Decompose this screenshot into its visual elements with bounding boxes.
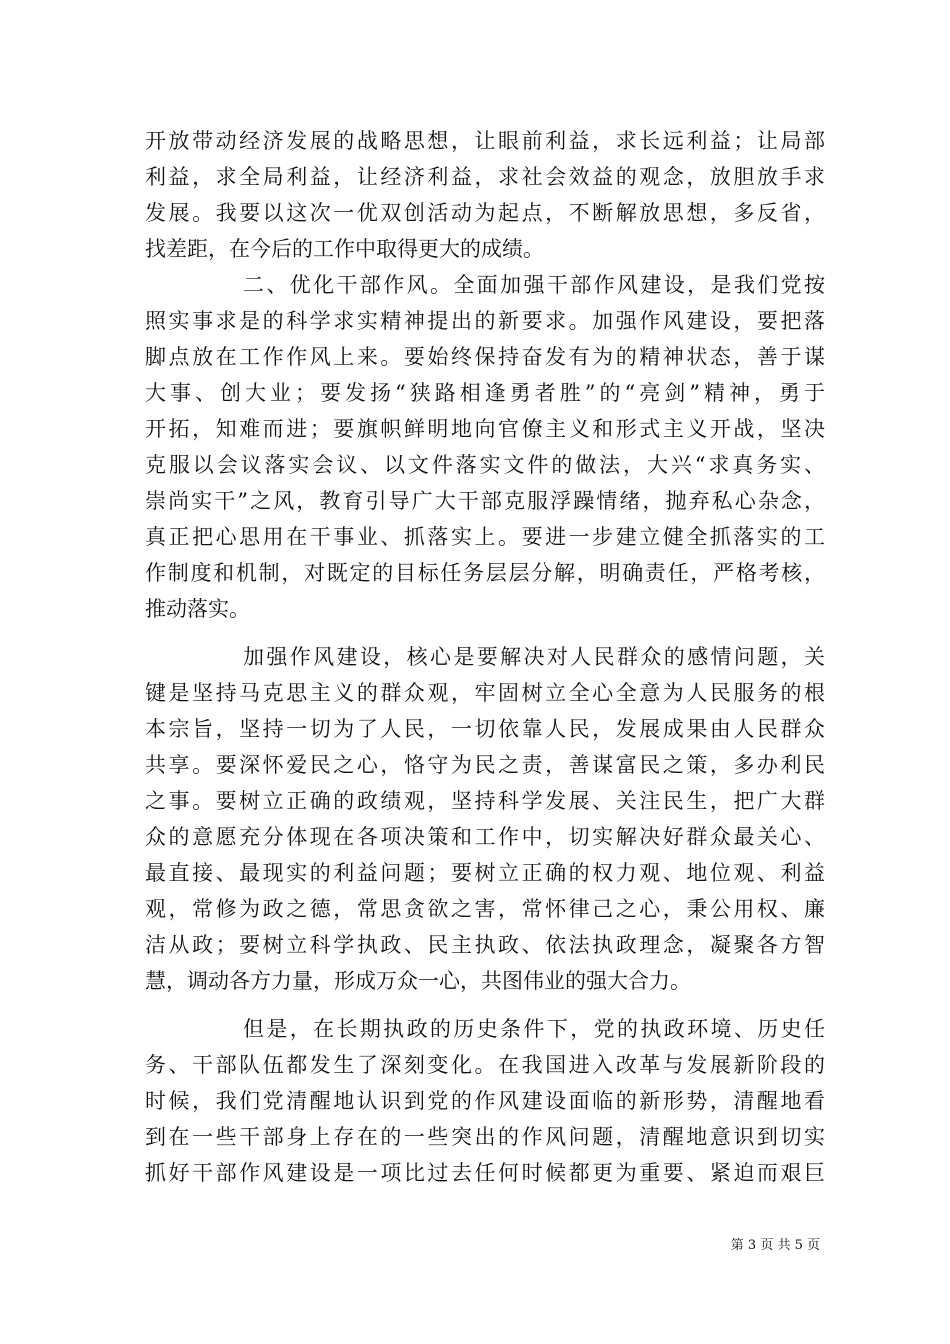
text-line: 找差距，在今后的工作中取得更大的成绩。 [145,237,544,261]
text-line: 照实事求是的科学求实精神提出的新要求。加强作风建设，要把落 [145,309,825,333]
text-line: 时候，我们党清醒地认识到党的作风建设面临的新形势，清醒地看 [145,1089,825,1113]
text-line: 开拓，知难而进；要旗帜鲜明地向官僚主义和形式主义开战，坚决 [145,417,825,441]
text-line: 克服以会议落实会议、以文件落实文件的做法，大兴“求真务实、 [145,453,825,477]
text-line: 慧，调动各方力量，形成万众一心，共图伟业的强大合力。 [145,969,691,993]
text-line: 开放带动经济发展的战略思想，让眼前利益，求长远利益；让局部 [145,129,825,153]
text-line: 利益，求全局利益，让经济利益，求社会效益的观念，放胆放手求 [145,165,825,189]
text-line: 本宗旨，坚持一切为了人民，一切依靠人民，发展成果由人民群众 [145,717,825,741]
text-line: 之事。要树立正确的政绩观，坚持科学发展、关注民生，把广大群 [145,789,825,813]
text-line: 大事、创大业；要发扬“狭路相逢勇者胜”的“亮剑”精神，勇于 [145,381,825,405]
text-line: 众的意愿充分体现在各项决策和工作中，切实解决好群众最关心、 [145,825,825,849]
text-line: 观，常修为政之德，常思贪欲之害，常怀律己之心，秉公用权、廉 [145,897,825,921]
text-line: 作制度和机制，对既定的目标任务层层分解，明确责任，严格考核， [145,561,825,585]
text-line: 抓好干部作风建设是一项比过去任何时候都更为重要、紧迫而艰巨 [145,1161,825,1185]
text-line: 推动落实。 [145,597,250,621]
text-line: 洁从政；要树立科学执政、民主执政、依法执政理念，凝聚各方智 [145,933,825,957]
paragraph-start-line: 二、优化干部作风。全面加强干部作风建设，是我们党按 [243,273,825,297]
text-line: 发展。我要以这次一优双创活动为起点，不断解放思想，多反省， [145,201,825,225]
paragraph-start-line: 但是，在长期执政的历史条件下，党的执政环境、历史任 [243,1017,825,1041]
text-line: 崇尚实干”之风，教育引导广大干部克服浮躁情绪，抛弃私心杂念， [145,489,825,513]
text-line: 最直接、最现实的利益问题；要树立正确的权力观、地位观、利益 [145,861,825,885]
text-line: 脚点放在工作作风上来。要始终保持奋发有为的精神状态，善于谋 [145,345,825,369]
text-line: 到在一些干部身上存在的一些突出的作风问题，清醒地意识到切实 [145,1125,825,1149]
text-line: 真正把心思用在干事业、抓落实上。要进一步建立健全抓落实的工 [145,525,825,549]
text-line: 键是坚持马克思主义的群众观，牢固树立全心全意为人民服务的根 [145,681,825,705]
paragraph-start-line: 加强作风建设，核心是要解决对人民群众的感情问题，关 [243,645,825,669]
text-line: 务、干部队伍都发生了深刻变化。在我国进入改革与发展新阶段的 [145,1053,825,1077]
text-line: 共享。要深怀爱民之心，恪守为民之责，善谋富民之策，多办利民 [145,753,825,777]
page-number-footer: 第 3 页 共 5 页 [730,1238,820,1253]
